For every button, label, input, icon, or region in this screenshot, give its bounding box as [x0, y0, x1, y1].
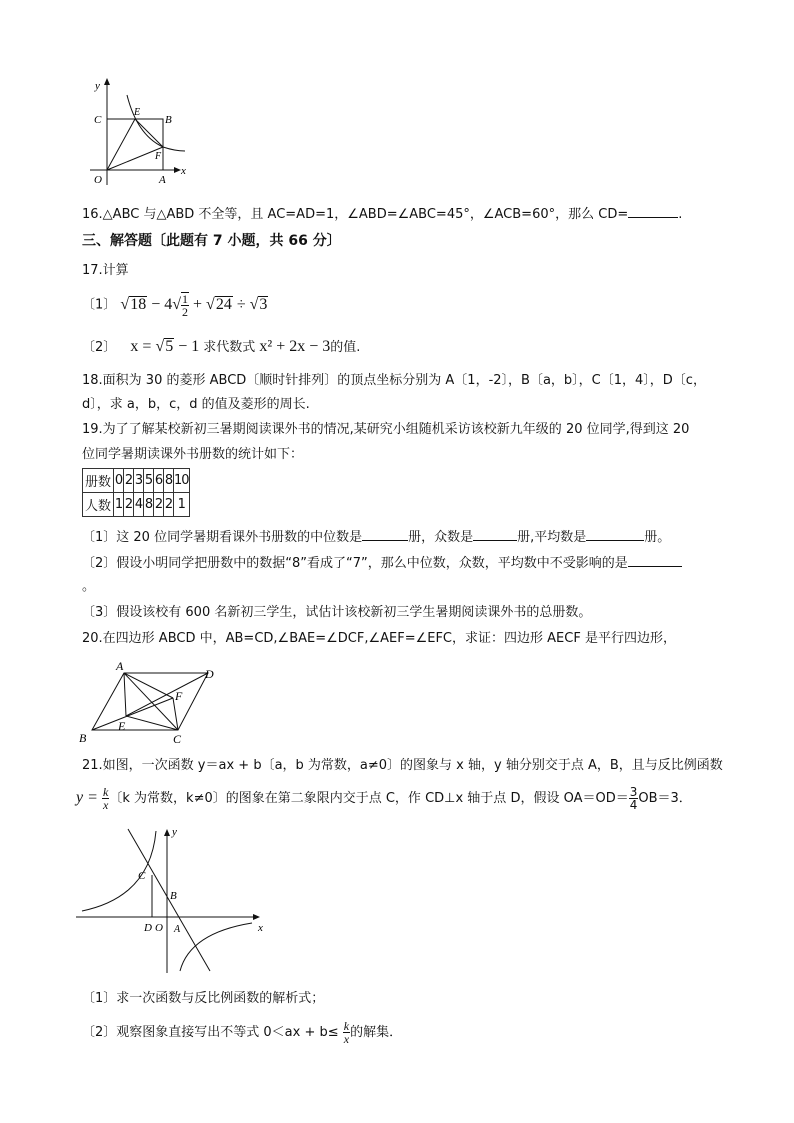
question-17-title: 17.计算: [82, 263, 129, 278]
question-17-part-1: [82, 292, 268, 318]
label-y: y: [95, 80, 100, 92]
label-c: C: [173, 732, 182, 746]
label-e: E: [118, 719, 126, 733]
segment-af: [124, 673, 173, 698]
diagonal-ac: [124, 673, 178, 730]
question-16: [82, 205, 682, 224]
question-21-line-1: 21.如图，一次函数 y＝ax + b〔a，b 为常数，a≠0〕的图象与 x 轴，y 轴分别交于点 A，B，且与反比例函数: [82, 758, 723, 773]
answer-blank-mode[interactable]: [473, 528, 517, 541]
segment-ae: [124, 673, 126, 716]
stats-table: [82, 468, 190, 517]
table-row: 人数 1 2 4 8 2 2 1: [83, 493, 190, 517]
label-x: x: [258, 922, 263, 934]
question-19-line-1: 19.为了了解某校新初三暑期阅读课外书的情况,某研究小组随机采访该校新九年级的 20 位同学,得到这 20: [82, 422, 690, 437]
question-19-line-2: 位同学暑期读课外书册数的统计如下：: [82, 447, 304, 462]
label-b: B: [165, 114, 172, 126]
answer-blank-mean[interactable]: [586, 528, 644, 541]
label-b: B: [79, 731, 87, 745]
segment-ef: [135, 119, 163, 147]
question-21-sub-1: 〔1〕求一次函数与反比例函数的解析式；: [82, 991, 325, 1006]
label-c: C: [138, 870, 146, 882]
line-ab: [128, 829, 210, 971]
label-e: E: [134, 107, 141, 118]
hyperbola-curve: [127, 95, 185, 151]
question-18-line-1: 18.面积为 30 的菱形 ABCD〔顺时针排列〕的顶点坐标分别为 A〔1，-2〕，B〔a，b〕，C〔1，4〕，D〔c，: [82, 373, 706, 388]
quadrilateral-abcd: [92, 673, 208, 730]
label-d: D: [205, 667, 214, 681]
question-21-sub-2: 〔2〕观察图象直接写出不等式 0＜ax + b≤ $\frac{k}{x}$ 的解集．: [82, 1019, 403, 1046]
part-2-label: 〔2〕: [82, 340, 117, 355]
answer-blank-median[interactable]: [362, 528, 408, 541]
question-17-part-2: 〔2〕 x = √5 − 1 求代数式 x² + 2x − 3的值.: [82, 338, 361, 355]
label-b: B: [170, 890, 177, 902]
answer-blank-cd[interactable]: [628, 205, 678, 218]
question-20: 20.在四边形 ABCD 中，AB=CD,∠BAE=∠DCF,∠AEF=∠EFC，求证：四边形 AECF 是平行四边形，: [82, 631, 676, 646]
question-19-sub-3: 〔3〕假设该校有 600 名新初三学生，试估计该校新初三学生暑期阅读课外书的总册数。: [82, 605, 592, 620]
x-axis-arrow: [174, 167, 181, 173]
label-c: C: [94, 114, 102, 126]
label-a: A: [159, 174, 166, 186]
segment-oe: [107, 119, 135, 170]
figure-q21: [72, 825, 272, 975]
expression-1: √18 − 4√ $\frac{1}{2}$ + √24 ÷ √3: [120, 292, 268, 319]
label-y: y: [172, 826, 177, 838]
hyperbola-branch-4: [180, 923, 252, 971]
question-19-sub-2-end: 。: [82, 579, 96, 594]
label-x: x: [181, 165, 186, 177]
label-f: F: [175, 689, 183, 703]
label-d: D: [144, 922, 152, 934]
answer-blank-unaffected[interactable]: [628, 554, 682, 567]
part-1-label: 〔1〕: [82, 297, 117, 313]
x-axis-arrow: [253, 914, 260, 920]
segment-ec: [126, 716, 178, 730]
y-axis-arrow: [104, 78, 110, 85]
label-o: O: [155, 922, 163, 934]
rectangle-ocba: [107, 119, 163, 170]
question-19-sub-1: 〔1〕这 20 位同学暑期看课外书册数的中位数是 册，众数是 册,平均数是 册。: [82, 530, 671, 545]
figure-q15: [85, 75, 195, 190]
label-f: F: [155, 151, 162, 162]
question-16-text: 16.△ABC 与△ABD 不全等，且 AC=AD=1，∠ABD=∠ABC=45°，∠ACB=60°，那么 CD=: [82, 207, 629, 222]
label-o: O: [94, 174, 102, 186]
question-21-line-2: y = $\frac{k}{x}$ 〔k 为常数，k≠0〕的图象在第二象限内交于点 C，作 CD⊥x 轴于点 D，假设 OA＝OD＝ $\frac{3}{4}$ OB＝3．: [76, 785, 692, 812]
y-axis-arrow: [164, 829, 170, 836]
question-19-sub-2: 〔2〕假设小明同学把册数中的数据“8”看成了“7”，那么中位数，众数，平均数中不受影响的是: [82, 554, 682, 573]
question-18-line-2: d〕，求 a，b，c，d 的值及菱形的周长.: [82, 397, 310, 412]
question-16-end: .: [678, 207, 683, 222]
table-row: 册数 0 2 3 5 6 8 10: [83, 469, 190, 493]
label-a: A: [174, 924, 181, 935]
section-3-title: 三、解答题〔此题有 7 小题，共 66 分〕: [82, 233, 341, 249]
label-a: A: [116, 659, 124, 673]
figure-q20: [75, 658, 225, 748]
